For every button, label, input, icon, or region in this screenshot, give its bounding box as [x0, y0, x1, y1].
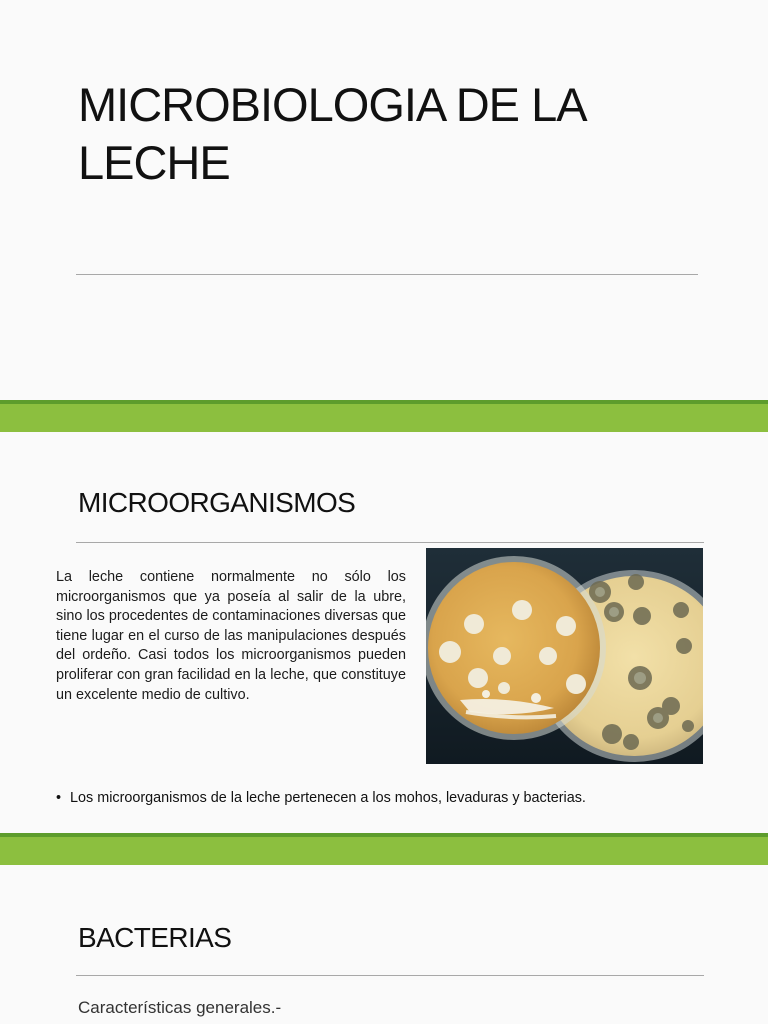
slide-heading-bacteria: BACTERIAS — [78, 922, 232, 953]
slide-heading-microorganisms: MICROORGANISMOS — [78, 487, 356, 518]
title-divider — [76, 274, 698, 275]
petri-dish-photo — [426, 548, 703, 764]
heading-divider — [76, 975, 704, 976]
petri-dish-illustration — [426, 548, 703, 764]
bacteria-subheading: Características generales.- — [78, 998, 282, 1017]
slide-separator-bar — [0, 833, 768, 865]
slide-title: MICROBIOLOGIA DE LA LECHE — [78, 78, 584, 189]
title-slide — [0, 0, 768, 400]
bullet-item — [56, 789, 736, 808]
bullet-dot: • — [56, 790, 62, 806]
microorganisms-paragraph: La leche contiene normalmente no sólo los microorganismos que ya poseía al salir de la ubre, sino los procedentes de contaminaciones diversas que tiene lugar en el curso de las manipulaciones después del ordeño. Casi todos los microorganismos pueden proliferar con gran facilidad en la leche, que constituye un excelente medio de cultivo. — [56, 569, 406, 703]
bullet-text: Los microorganismos de la leche pertenecen a los mohos, levaduras y bacterias. — [70, 790, 586, 806]
microorganisms-slide — [0, 432, 768, 833]
heading-divider — [76, 542, 704, 543]
slide-separator-bar — [0, 400, 768, 432]
bacteria-slide — [0, 865, 768, 1024]
